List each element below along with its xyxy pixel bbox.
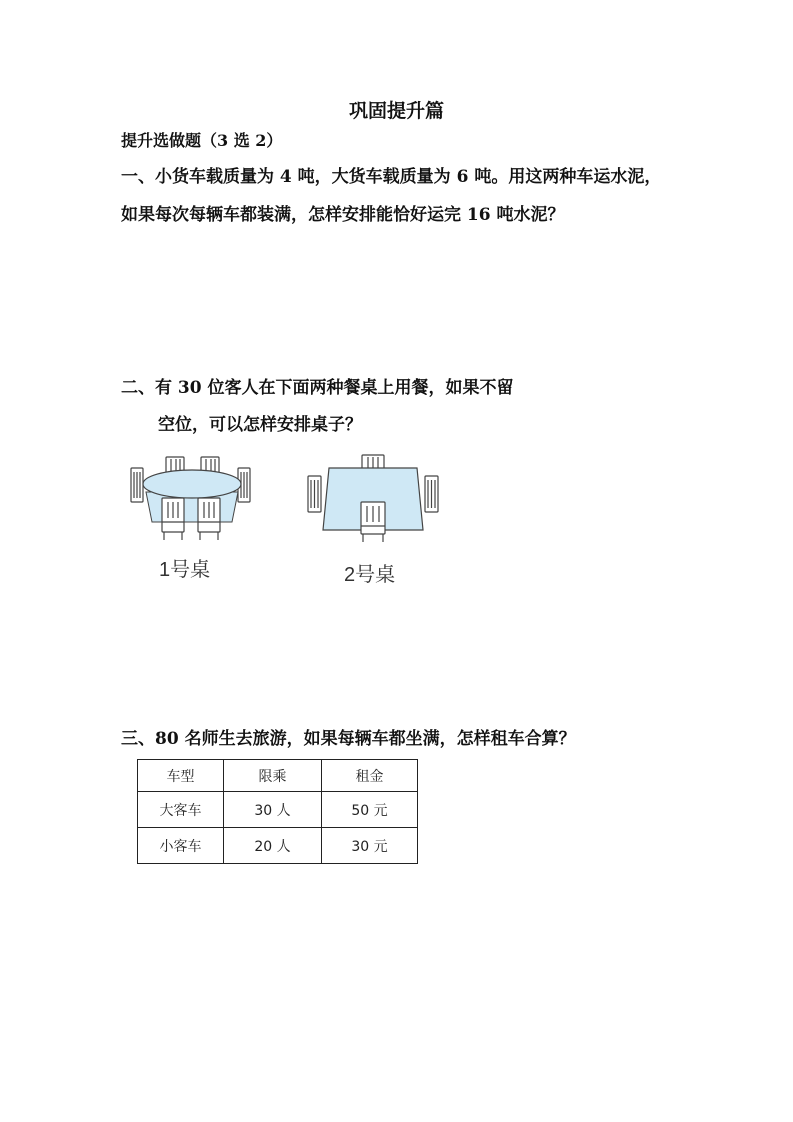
table-header-row bbox=[138, 760, 418, 792]
header-rent: 租金 bbox=[322, 760, 418, 792]
table-1-label: 1号桌 bbox=[159, 559, 211, 581]
question-3-line-1: 三、80 名师生去旅游，如果每辆车都坐满，怎样租车合算？ bbox=[121, 729, 576, 749]
table-row bbox=[138, 792, 418, 828]
oval-table-illustration bbox=[128, 452, 256, 542]
table-2-label: 2号桌 bbox=[344, 564, 396, 586]
rectangular-table-illustration bbox=[305, 452, 441, 544]
cell-vehicle-type: 大客车 bbox=[138, 792, 224, 828]
section-subtitle: 提升选做题（3 选 2） bbox=[121, 131, 283, 150]
question-2-line-1: 二、有 30 位客人在下面两种餐桌上用餐，如果不留 bbox=[121, 378, 514, 398]
question-1-line-1: 一、小货车载质量为 4 吨，大货车载质量为 6 吨。用这两种车运水泥， bbox=[121, 167, 662, 187]
oval-tabletop bbox=[143, 470, 241, 498]
header-vehicle-type: 车型 bbox=[138, 760, 224, 792]
cell-capacity: 20 人 bbox=[224, 828, 322, 864]
cell-capacity: 30 人 bbox=[224, 792, 322, 828]
cell-vehicle-type: 小客车 bbox=[138, 828, 224, 864]
cell-rent: 50 元 bbox=[322, 792, 418, 828]
header-capacity: 限乘 bbox=[224, 760, 322, 792]
question-1-line-2: 如果每次每辆车都装满，怎样安排能恰好运完 16 吨水泥？ bbox=[121, 205, 565, 225]
question-2-line-2: 空位，可以怎样安排桌子？ bbox=[158, 415, 362, 435]
table-row bbox=[138, 828, 418, 864]
page-title: 巩固提升篇 bbox=[348, 100, 444, 122]
bus-rental-table bbox=[137, 759, 418, 864]
cell-rent: 30 元 bbox=[322, 828, 418, 864]
